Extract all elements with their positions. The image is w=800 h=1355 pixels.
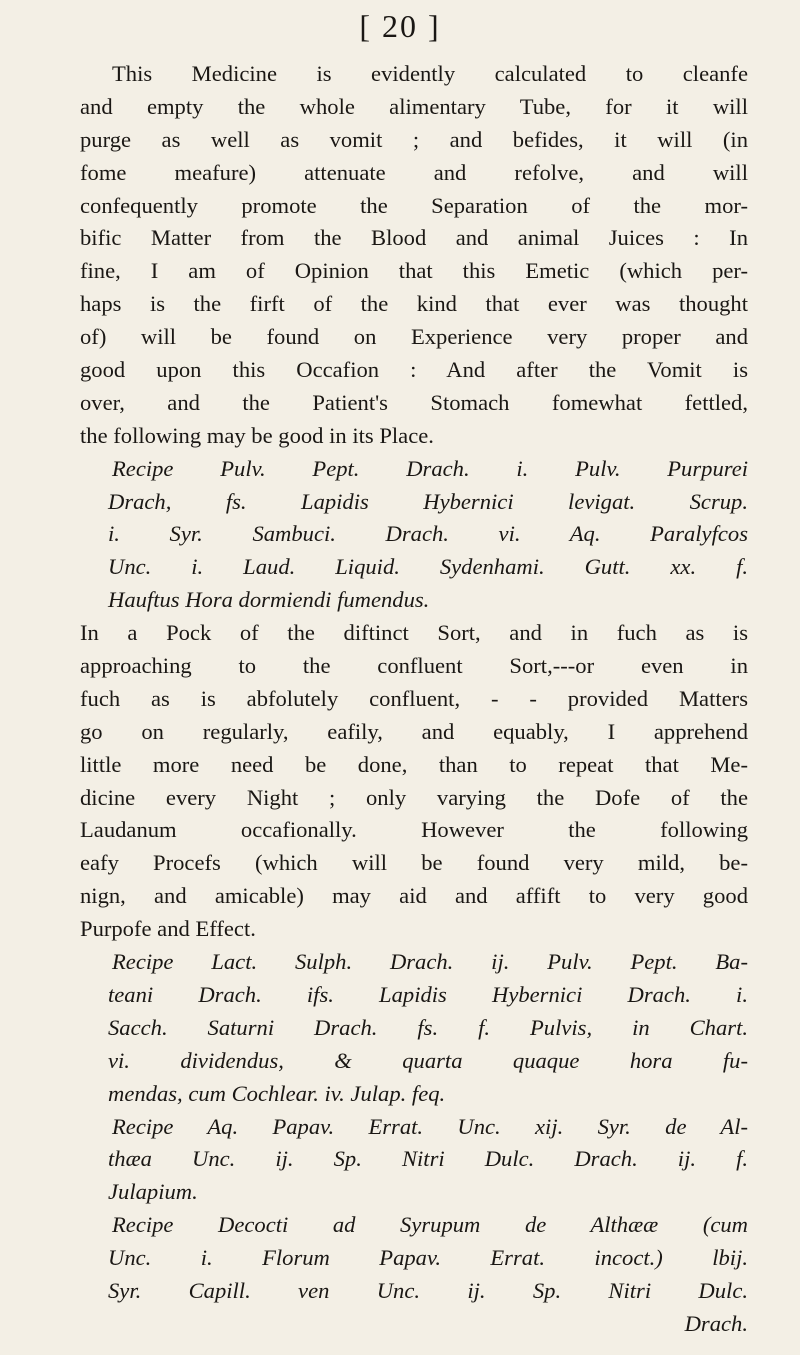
- text-line: Hauftus Hora dormiendi fumendus.: [108, 587, 430, 613]
- text-line: nign, and amicable) may aid and affift to very good: [80, 883, 748, 909]
- text-line: the following may be good in its Place.: [80, 422, 434, 448]
- text-line: Recipe Decocti ad Syrupum de Althææ (cum: [112, 1212, 748, 1238]
- text-line: Unc. i. Laud. Liquid. Sydenhami. Gutt. xx. f.: [108, 554, 748, 580]
- text-line: haps is the firft of the kind that ever was thought: [80, 291, 748, 317]
- text-line: bific Matter from the Blood and animal Juices : In: [80, 225, 748, 251]
- text-line: go on regularly, eafily, and equably, I apprehend: [80, 718, 748, 744]
- text-line: Unc. i. Florum Papav. Errat. incoct.) lbij.: [108, 1245, 748, 1271]
- page-number: [ 20 ]: [359, 8, 441, 44]
- text-line: vi. dividendus, & quarta quaque hora fu-: [108, 1047, 748, 1073]
- text-line: Laudanum occafionally. However the following: [80, 817, 748, 843]
- text-line: fuch as is abfolutely confluent, - - provided Matters: [80, 685, 748, 711]
- text-line: little more need be done, than to repeat that Me-: [80, 751, 748, 777]
- text-line: over, and the Patient's Stomach fomewhat fettled,: [80, 389, 748, 415]
- text-line: purge as well as vomit ; and befides, it will (in: [80, 126, 748, 152]
- text-line: good upon this Occafion : And after the Vomit is: [80, 357, 748, 383]
- text-line: fine, I am of Opinion that this Emetic (which per-: [80, 258, 748, 284]
- text-line: fome meafure) attenuate and refolve, and will: [80, 159, 748, 185]
- text-line: Julapium.: [108, 1179, 198, 1205]
- text-line: Sacch. Saturni Drach. fs. f. Pulvis, in Chart.: [108, 1014, 748, 1040]
- text-line: i. Syr. Sambuci. Drach. vi. Aq. Paralyfcos: [108, 521, 748, 547]
- text-line: approaching to the confluent Sort,---or even in: [80, 653, 748, 679]
- text-line: Drach, fs. Lapidis Hybernici levigat. Scrup.: [108, 488, 748, 514]
- text-line: Recipe Aq. Papav. Errat. Unc. xij. Syr. de Al-: [112, 1113, 748, 1139]
- text-line: teani Drach. ifs. Lapidis Hybernici Drach. i.: [108, 981, 748, 1007]
- text-line: of) will be found on Experience very proper and: [80, 324, 748, 350]
- text-line: This Medicine is evidently calculated to cleanfe: [112, 61, 748, 86]
- text-line: Drach.: [684, 1310, 748, 1336]
- text-line: thæa Unc. ij. Sp. Nitri Dulc. Drach. ij. f.: [108, 1146, 748, 1172]
- body-text: [80, 58, 748, 1341]
- text-line: Purpofe and Effect.: [80, 916, 256, 942]
- text-line: Recipe Pulv. Pept. Drach. i. Pulv. Purpurei: [112, 455, 748, 481]
- text-line: and empty the whole alimentary Tube, for it will: [80, 93, 748, 119]
- text-line: Syr. Capill. ven Unc. ij. Sp. Nitri Dulc.: [108, 1277, 748, 1303]
- text-line: Recipe Lact. Sulph. Drach. ij. Pulv. Pept. Ba-: [112, 949, 748, 975]
- text-line: mendas, cum Cochlear. iv. Julap. feq.: [108, 1080, 446, 1106]
- text-line: dicine every Night ; only varying the Dofe of the: [80, 784, 748, 810]
- text-line: In a Pock of the diftinct Sort, and in fuch as is: [80, 620, 748, 646]
- text-line: eafy Procefs (which will be found very mild, be-: [80, 850, 748, 876]
- text-line: confequently promote the Separation of the mor-: [80, 192, 748, 218]
